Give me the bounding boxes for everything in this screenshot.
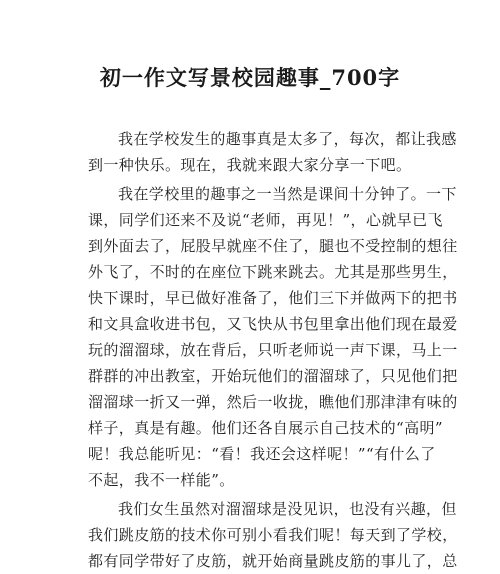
paragraph-line: 快下课时，早已做好准备了，他们三下并做两下的把书: [88, 289, 458, 307]
paragraph-line: 到外面去了，屁股早就座不住了，腿也不受控制的想往: [88, 237, 458, 255]
paragraph-line: 我们跳皮筋的技术你可别小看我们呢！每天到了学校，: [88, 526, 458, 544]
paragraph-line: 和文具盒收进书包，又飞快从书包里拿出他们现在最爱: [88, 315, 458, 333]
paragraph-line: 课，同学们还来不及说“老师，再见！”，心就早已飞: [88, 211, 443, 229]
document-title: 初一作文写景校园趣事_700字: [99, 65, 401, 90]
paragraph-line: 不起，我不一样能”。: [88, 471, 235, 489]
paragraph-line: 群群的冲出教室，开始玩他们的溜溜球了，只见他们把: [88, 367, 458, 385]
paragraph-line: 我在学校发生的趣事真是太多了，每次，都让我感: [118, 130, 457, 148]
paragraph-line: 外飞了，不时的在座位下跳来跳去。尤其是那些男生，: [88, 263, 458, 281]
paragraph-line: 到一种快乐。现在，我就来跟大家分享一下吧。: [88, 156, 412, 174]
document-body: [88, 126, 458, 574]
paragraph-line: 都有同学带好了皮筋，就开始商量跳皮筋的事儿了，总: [88, 552, 458, 570]
paragraph-line: 玩的溜溜球，放在背后，只听老师说一声下课，马上一: [88, 341, 458, 359]
paragraph-line: 我们女生虽然对溜溜球是没见识，也没有兴趣，但: [118, 500, 457, 518]
paragraph-line: 溜溜球一折又一弹，然后一收拢，瞧他们那津津有味的: [88, 393, 458, 411]
paragraph-line: 我在学校里的趣事之一当然是课间十分钟了。一下: [118, 185, 457, 203]
paragraph-line: 样子，真是有趣。他们还各自展示自己技术的“高明”: [88, 419, 443, 437]
paragraph-line: 呢！我总能听见：“看！我还会这样呢！”“有什么了: [88, 445, 436, 463]
